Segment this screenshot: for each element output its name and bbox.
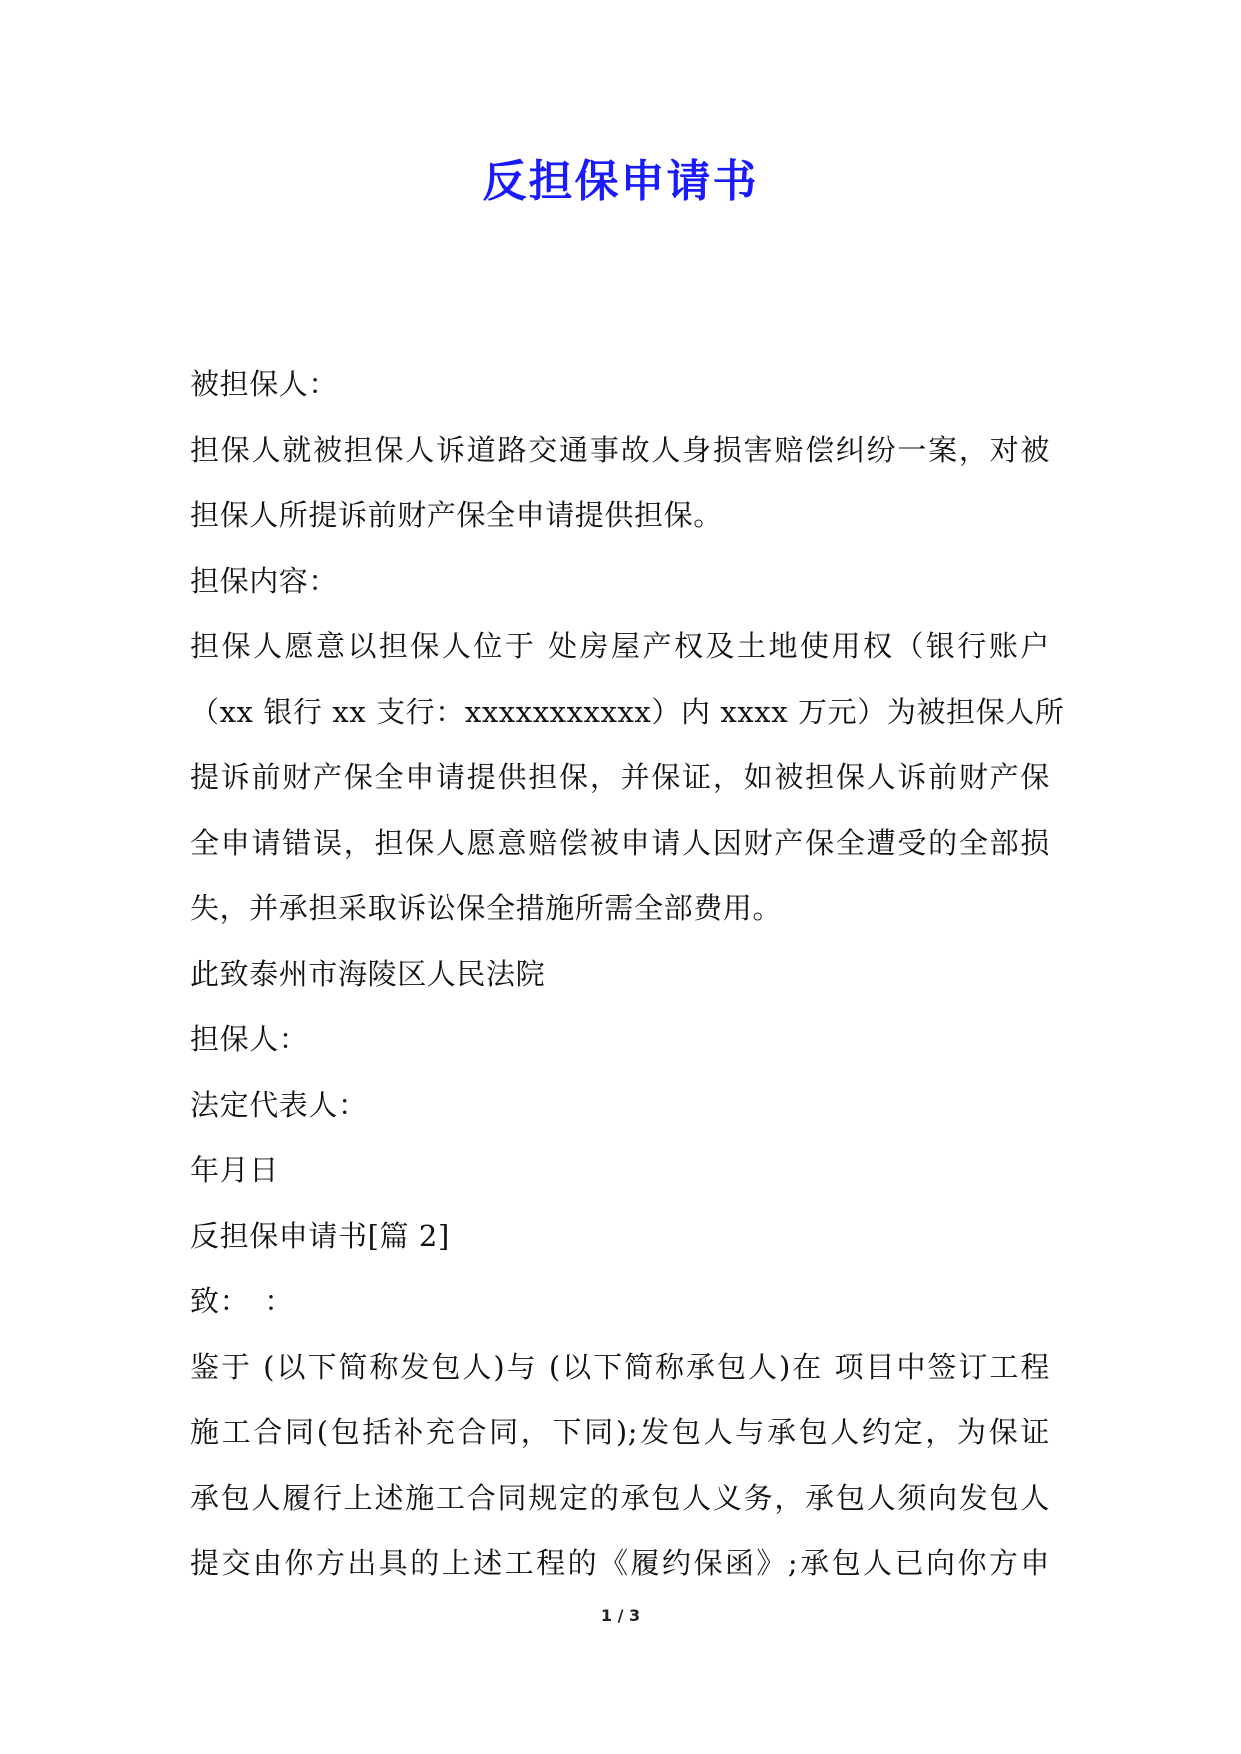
body-line: 施工合同(包括补充合同，下同);发包人与承包人约定，为保证 — [190, 1415, 1050, 1449]
body-line-guarantor: 担保人： — [190, 1022, 309, 1056]
body-line-section-title: 反担保申请书[篇 2] — [190, 1218, 450, 1253]
body-line: 提诉前财产保全申请提供担保，并保证，如被担保人诉前财产保 — [190, 760, 1050, 794]
page-number: 1 / 3 — [600, 1606, 641, 1625]
body-line: 失，并承担采取诉讼保全措施所需全部费用。 — [190, 891, 783, 925]
body-line: 鉴于 (以下简称发包人)与 (以下简称承包人)在 项目中签订工程 — [190, 1349, 1050, 1384]
body-line-recipient: 致： ： — [190, 1284, 294, 1318]
document-body — [190, 352, 1065, 1597]
body-line-section-heading: 担保内容： — [190, 563, 339, 598]
body-line: （xx 银行 xx 支行：xxxxxxxxxxx）内 xxxx 万元）为被担保人所 — [190, 694, 1065, 729]
body-line: 全申请错误，担保人愿意赔偿被申请人因财产保全遭受的全部损 — [190, 825, 1050, 860]
body-line-date: 年月日 — [190, 1153, 279, 1187]
document-title: 反担保申请书 — [482, 156, 759, 207]
body-line-addressee: 此致泰州市海陵区人民法院 — [190, 956, 546, 991]
body-line: 担保人所提诉前财产保全申请提供担保。 — [190, 498, 723, 532]
body-line: 提交由你方出具的上述工程的《履约保函》;承包人已向你方申 — [190, 1546, 1050, 1580]
body-line-legal-representative: 法定代表人： — [190, 1087, 368, 1122]
body-line: 承包人履行上述施工合同规定的承包人义务，承包人须向发包人 — [190, 1480, 1050, 1515]
body-line-salutation: 被担保人： — [190, 367, 339, 401]
body-line: 担保人就被担保人诉道路交通事故人身损害赔偿纠纷一案，对被 — [190, 432, 1050, 467]
body-line: 担保人愿意以担保人位于 处房屋产权及土地使用权（银行账户 — [190, 629, 1050, 663]
